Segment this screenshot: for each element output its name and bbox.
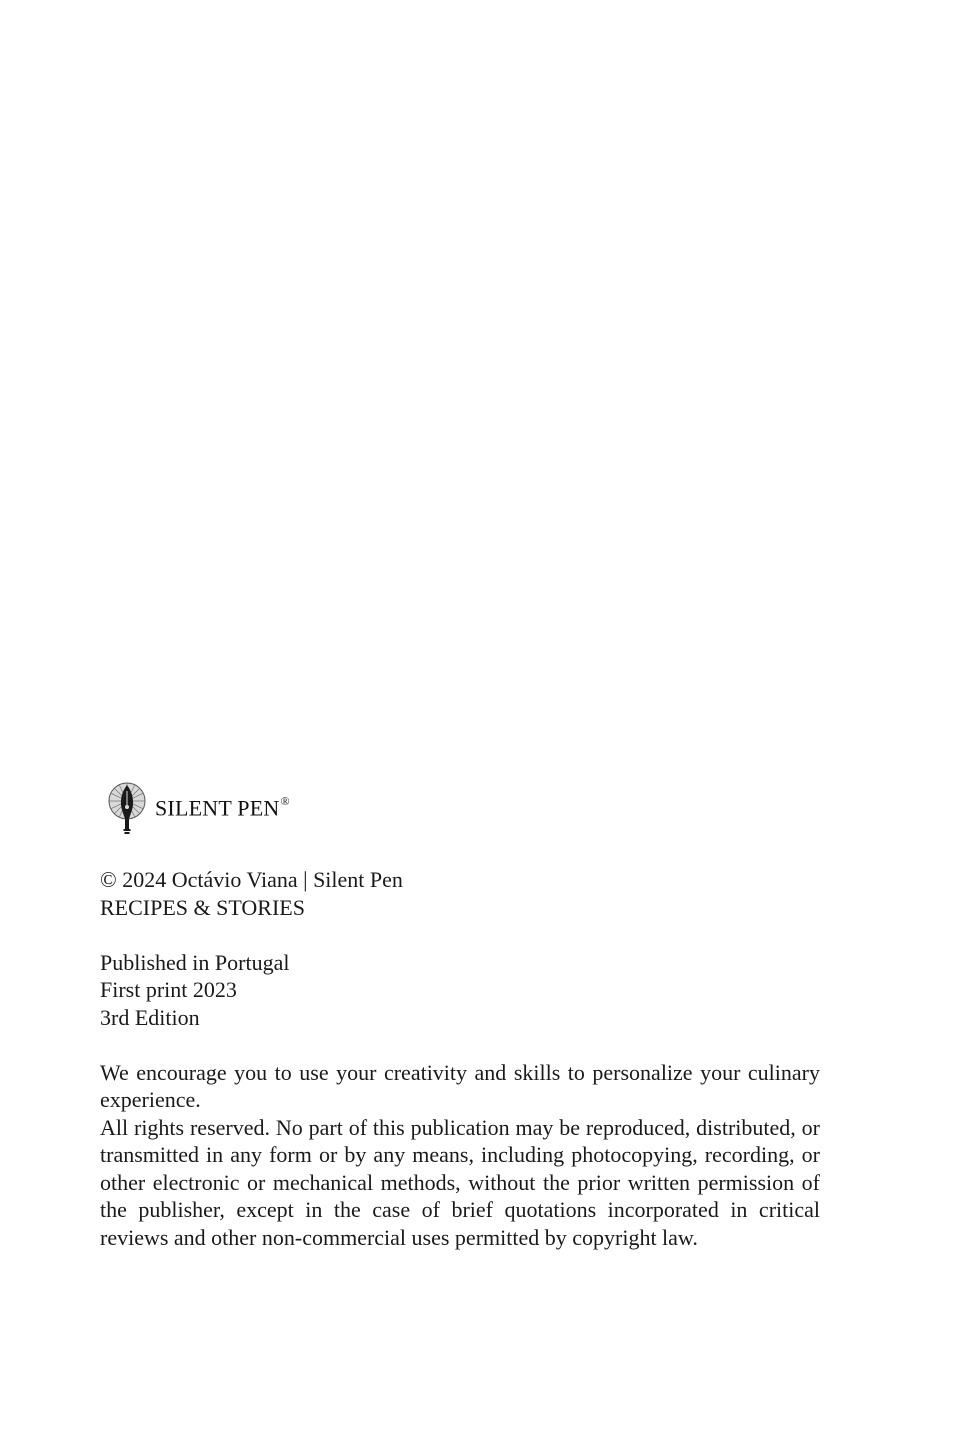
book-title: RECIPES & STORIES (100, 894, 305, 920)
publication-block (100, 949, 820, 1032)
publisher-name: SILENT PEN® (155, 793, 290, 821)
encouragement-paragraph: We encourage you to use your creativity and skills to personalize your culinary experience. (100, 1059, 820, 1112)
publisher-logo (107, 779, 290, 837)
spacer (100, 921, 820, 949)
copyright-content (100, 866, 820, 1251)
spacer (100, 1031, 820, 1059)
copyright-line: © 2024 Octávio Viana | Silent Pen (100, 867, 403, 892)
edition: 3rd Edition (100, 1004, 200, 1030)
copyright-block (100, 866, 820, 921)
registered-mark: ® (280, 793, 290, 808)
fountain-pen-nib-icon (107, 779, 147, 837)
published-country: Published in Portugal (100, 949, 290, 975)
notice-block (100, 1059, 820, 1252)
first-print: First print 2023 (100, 977, 237, 1002)
rights-paragraph: All rights reserved. No part of this publication may be reproduced, distributed, or transmitted in any form or by any means, including photocopying, recording, or other electronic or mechanical methods, without the prior written permission of the publisher, except in the case of brief quotations incorporated in critical reviews and other non-commercial uses permitted by copyright law. (100, 1114, 820, 1250)
